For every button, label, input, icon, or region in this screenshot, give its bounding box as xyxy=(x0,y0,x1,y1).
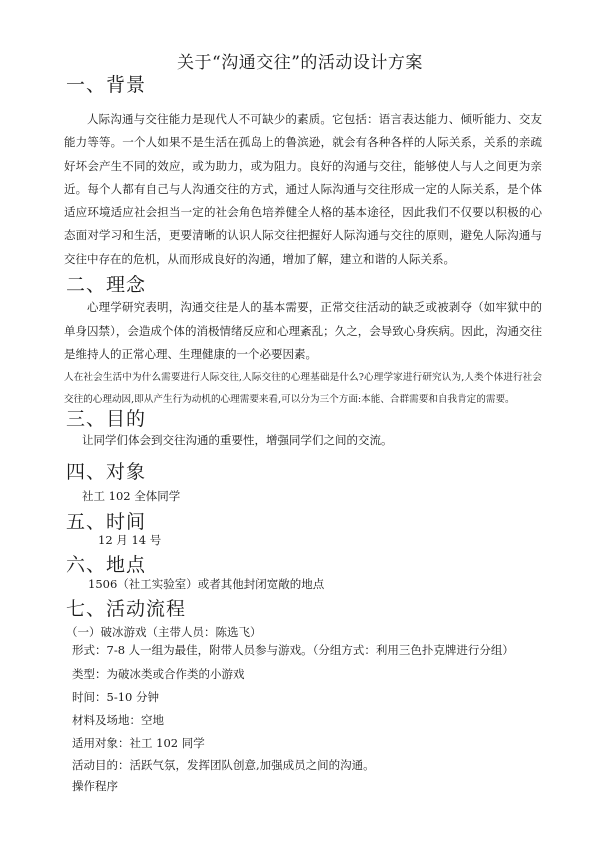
icebreaker-procedure: 操作程序 xyxy=(72,779,118,793)
section-body-location: 1506（社工实验室）或者其他封闭宽敞的地点 xyxy=(88,577,325,591)
section-heading-concept: 二、理念 xyxy=(66,274,147,296)
icebreaker-target: 适用对象：社工 102 同学 xyxy=(72,736,205,750)
document-title: 关于“沟通交往”的活动设计方案 xyxy=(177,53,423,73)
icebreaker-form: 形式：7-8 人一组为最佳，附带人员参与游戏。（分组方式：利用三色扑克牌进行分组） xyxy=(72,643,514,657)
section-heading-background: 一、背景 xyxy=(66,74,147,96)
icebreaker-type: 类型：为破冰类或合作类的小游戏 xyxy=(72,667,245,681)
icebreaker-time: 时间：5-10 分钟 xyxy=(72,690,159,704)
section-heading-audience: 四、对象 xyxy=(66,461,147,483)
concept-paragraph-small: 人在社会生活中为什么需要进行人际交往,人际交往的心理基础是什么?心理学家进行研究认为,人类个体进行社会交往的心理动因,即从产生行为动机的心理需要来看,可以分为三个方面:本能、合群需要和自我肯定的需要。 xyxy=(64,371,542,405)
icebreaker-goal: 活动目的：活跃气氛，发挥团队创意,加强成员之间的沟通。 xyxy=(72,758,375,772)
section-heading-procedure: 七、活动流程 xyxy=(66,598,187,620)
section-body-purpose: 让同学们体会到交往沟通的重要性，增强同学们之间的交流。 xyxy=(82,433,393,447)
section-body-time: 12 月 14 号 xyxy=(98,533,162,547)
section-heading-time: 五、时间 xyxy=(66,511,147,533)
concept-paragraph-main: 心理学研究表明，沟通交往是人的基本需要，正常交往活动的缺乏或被剥夺（如牢狱中的单身囚禁），会造成个体的消极情绪反应和心理紊乱；久之，会导致心身疾病。因此，沟通交往是维持人的正常心理、生理健康的一个必要因素。 xyxy=(64,300,542,361)
icebreaker-subheading: （一）破冰游戏（主带人员：陈选飞） xyxy=(66,625,262,639)
section-body-background: 人际沟通与交往能力是现代人不可缺少的素质。它包括：语言表达能力、倾听能力、交友能力等等。一个人如果不是生活在孤岛上的鲁滨逊，就会有各种各样的人际关系，关系的亲疏好坏会产生不同的效应，或为助力，或为阻力。良好的沟通与交往，能够使人与人之间更为亲近。每个人都有自己与人沟通交往的方式，通过人际沟通与交往形成一定的人际关系，是个体适应环境适应社会担当一定的社会角色培养健全人格的基本途径，因此我们不仅要以积极的心态面对学习和生活，更要清晰的认识人际交往把握好人际沟通与交往的原则，避免人际沟通与交往中存在的危机，从而形成良好的沟通，增加了解，建立和谐的人际关系。 xyxy=(64,112,542,266)
section-body-concept xyxy=(64,296,542,412)
icebreaker-materials: 材料及场地：空地 xyxy=(72,713,164,727)
section-heading-purpose: 三、目的 xyxy=(66,408,147,430)
section-heading-location: 六、地点 xyxy=(66,554,147,576)
section-body-audience: 社工 102 全体同学 xyxy=(82,489,181,503)
